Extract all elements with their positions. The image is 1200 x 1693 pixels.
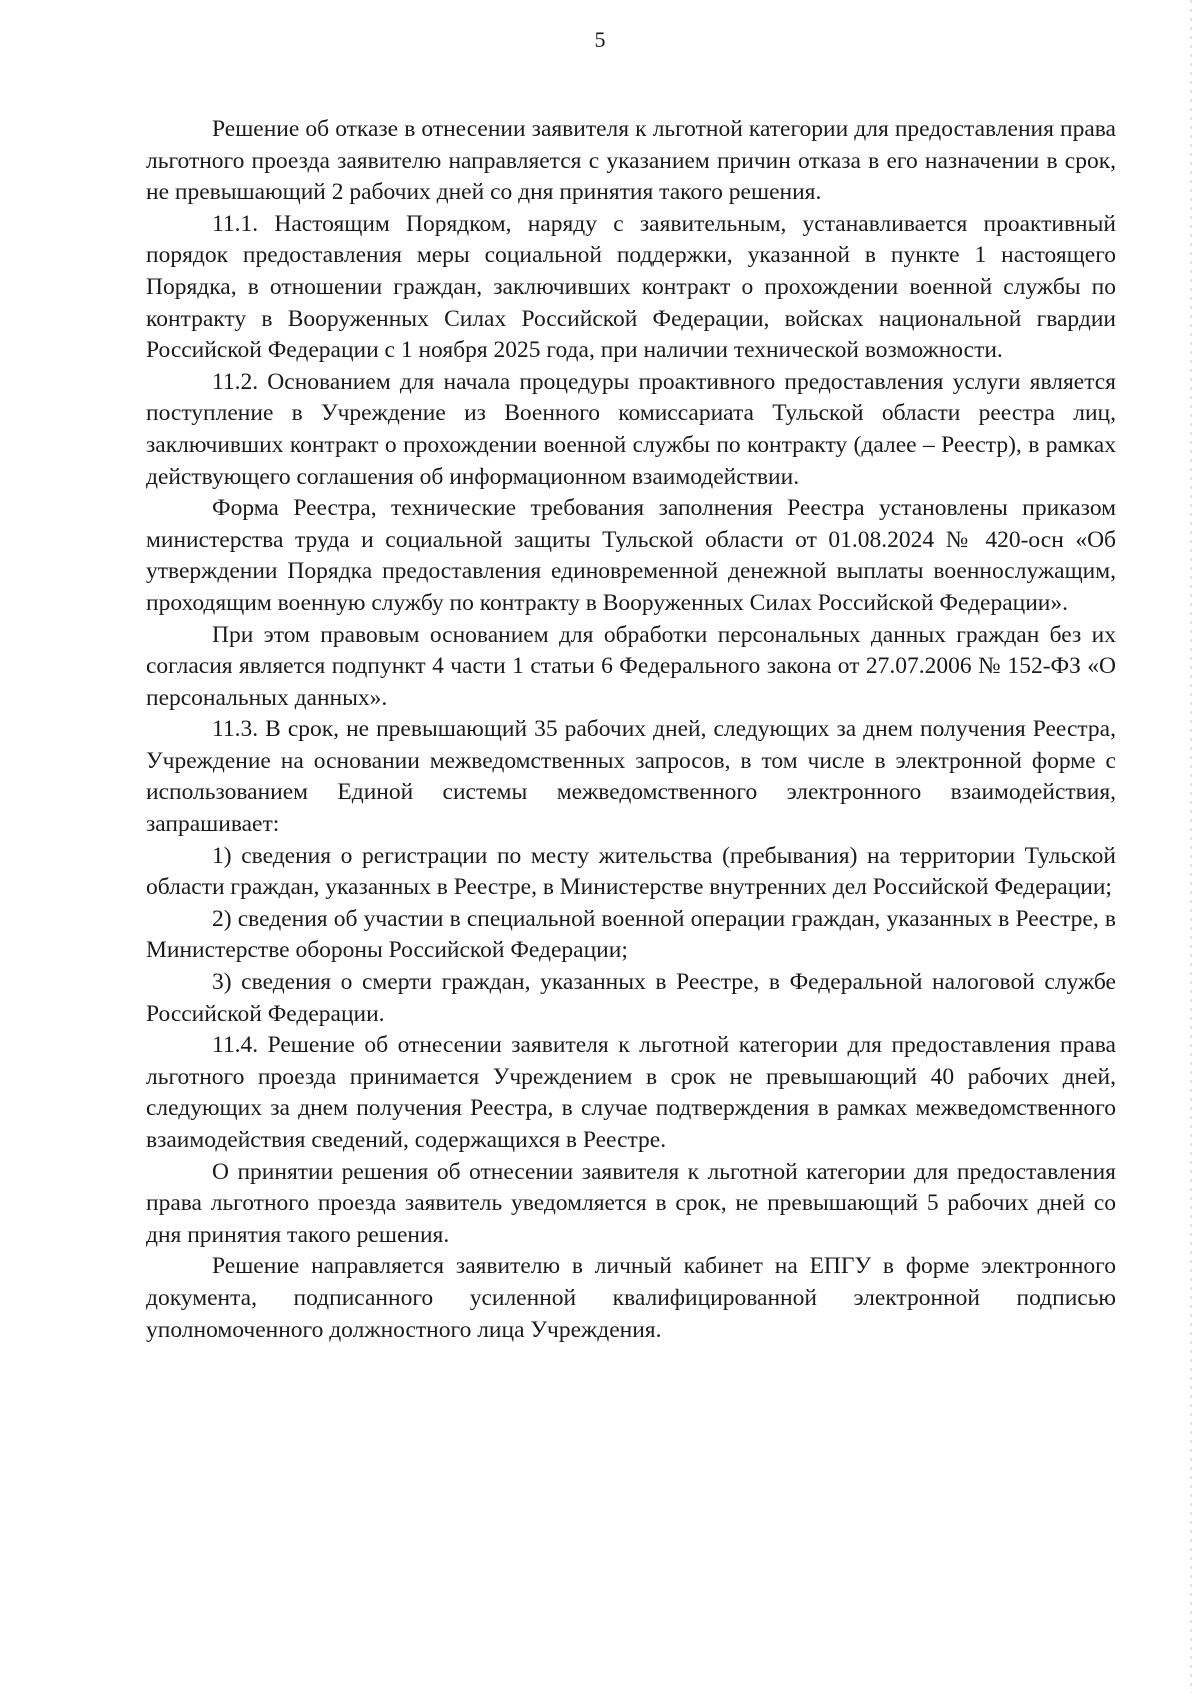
paragraph-11-4: 11.4. Решение об отнесении заявителя к льготной категории для предоставления права льготного проезда принимается Учреждением в срок не превышающий 40 рабочих дней, следующих за днем получения Реестра, в случае подтверждения в рамках межведомственного взаимодействия сведений, содержащихся в Реестре. bbox=[146, 1032, 1116, 1153]
list-item-3: 3) сведения о смерти граждан, указанных в Реестре, в Федеральной налоговой службе Российской Федерации. bbox=[146, 969, 1116, 1027]
document-body bbox=[146, 114, 1116, 1346]
scan-edge-mark bbox=[1190, 0, 1192, 1693]
page-number: 5 bbox=[594, 27, 606, 52]
paragraph-11-3: 11.3. В срок, не превышающий 35 рабочих дней, следующих за днем получения Реестра, Учреждение на основании межведомственных запросов, в том числе в электронной форме с использованием Единой системы межведомственного электронного взаимодействия, запрашивает: bbox=[146, 716, 1116, 838]
paragraph-personal-data: При этом правовым основанием для обработки персональных данных граждан без их согласия является подпункт 4 части 1 статьи 6 Федерального закона от 27.07.2006 № 152-ФЗ «О персональных данных». bbox=[146, 621, 1116, 711]
paragraph-notification: О принятии решения об отнесении заявителя к льготной категории для предоставления права льготного проезда заявитель уведомляется в срок, не превышающий 5 рабочих дней со дня принятия такого решения. bbox=[146, 1158, 1116, 1248]
list-item-2: 2) сведения об участии в специальной военной операции граждан, указанных в Реестре, в Министерстве обороны Российской Федерации; bbox=[146, 905, 1116, 964]
list-item-1: 1) сведения о регистрации по месту жительства (пребывания) на территории Тульской области граждан, указанных в Реестре, в Министерстве внутренних дел Российской Федерации; bbox=[146, 842, 1116, 901]
paragraph-refusal-decision: Решение об отказе в отнесении заявителя к льготной категории для предоставления права льготного проезда заявителю направляется с указанием причин отказа в его назначении в срок, не превышающий 2 рабочих дней со дня принятия такого решения. bbox=[146, 116, 1116, 206]
paragraph-11-2: 11.2. Основанием для начала процедуры проактивного предоставления услуги является поступление в Учреждение из Военного комиссариата Тульской области реестра лиц, заключивших контракт о прохождении военной службы по контракту (далее – Реестр), в рамках действующего соглашения об информационном взаимодействии. bbox=[146, 368, 1116, 490]
paragraph-11-1: 11.1. Настоящим Порядком, наряду с заявительным, устанавливается проактивный порядок предоставления меры социальной поддержки, указанной в пункте 1 настоящего Порядка, в отношении граждан, заключивших контракт о прохождении военной службы по контракту в Вооруженных Силах Российской Федерации, войсках национальной гвардии Российской Федерации с 1 ноября 2025 года, при наличии технической возможности. bbox=[146, 210, 1116, 364]
paragraph-epgu-delivery: Решение направляется заявителю в личный кабинет на ЕПГУ в форме электронного документа, подписанного усиленной квалифицированной электронной подписью уполномоченного должностного лица Учреждения. bbox=[146, 1253, 1116, 1343]
paragraph-registry-form: Форма Реестра, технические требования заполнения Реестра установлены приказом министерства труда и социальной защиты Тульской области от 01.08.2024 № 420-осн «Об утверждении Порядка предоставления единовременной денежной выплаты военнослужащим, проходящим военную службу по контракту в Вооруженных Силах Российской Федерации». bbox=[146, 495, 1116, 616]
